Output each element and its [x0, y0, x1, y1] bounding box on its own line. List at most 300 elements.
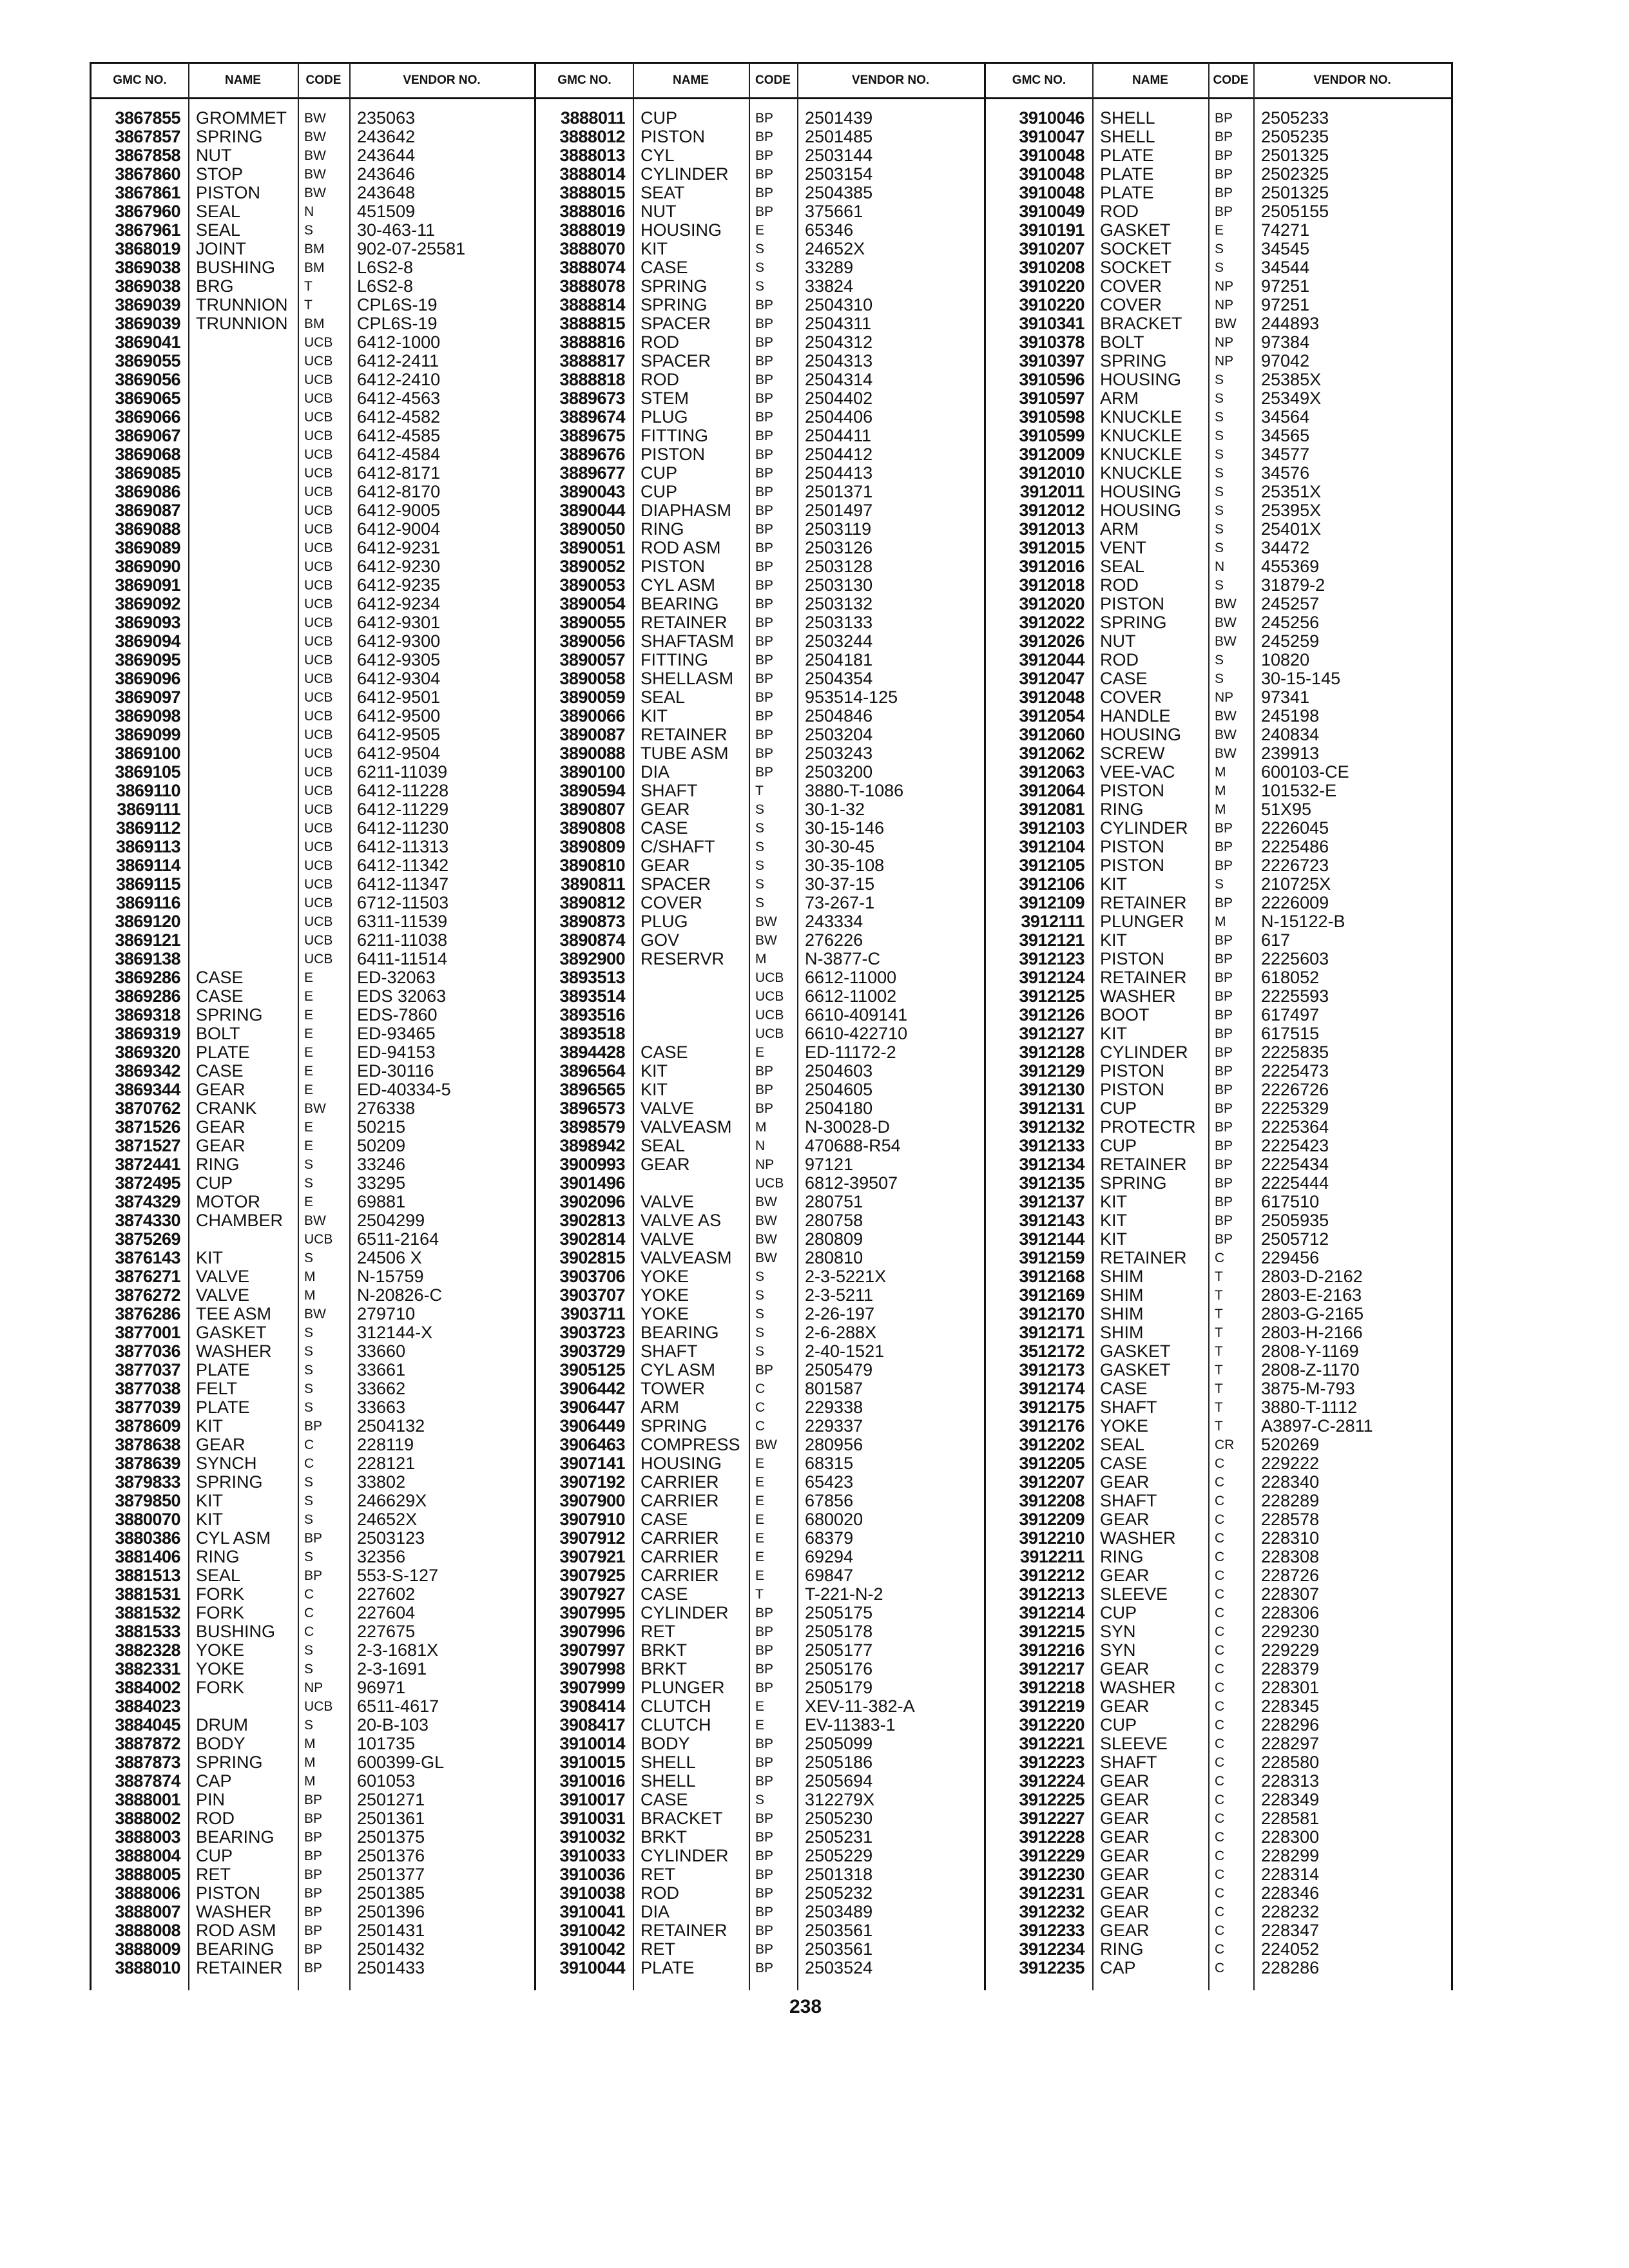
vendor-code: E	[304, 1007, 314, 1023]
vendor-number: 228297	[1261, 1734, 1320, 1753]
vendor-number: A3897-C-2811	[1261, 1416, 1373, 1436]
vendor-code: BW	[1215, 615, 1237, 630]
gmc-number: 3910016	[559, 1771, 625, 1791]
vendor-code: BP	[1215, 839, 1233, 854]
vendor-code: UCB	[304, 484, 333, 499]
vendor-code: E	[755, 1530, 765, 1546]
gmc-number: 3890811	[560, 874, 625, 894]
part-name: ARM	[1100, 389, 1139, 408]
vendor-code: C	[1215, 1811, 1225, 1826]
part-name: GEAR	[1100, 1659, 1150, 1678]
vendor-number: 97341	[1261, 687, 1310, 707]
vendor-code: BP	[755, 129, 774, 144]
part-name: SYNCH	[196, 1454, 257, 1473]
part-name: VALVE	[196, 1267, 250, 1286]
vendor-number: 2808-Y-1169	[1261, 1341, 1359, 1361]
vendor-code: S	[304, 1175, 314, 1191]
vendor-number: 2501396	[357, 1902, 425, 1921]
table-row	[986, 258, 1451, 277]
table-row	[92, 483, 534, 501]
table-row	[536, 1529, 984, 1548]
gmc-number: 3906447	[559, 1398, 625, 1417]
vendor-code: S	[755, 1343, 765, 1359]
part-name: SHAFT	[1100, 1398, 1157, 1417]
vendor-code: UCB	[755, 1026, 784, 1041]
table-row	[986, 1417, 1451, 1436]
gmc-number: 3912048	[1019, 687, 1084, 707]
gmc-number: 3890594	[559, 781, 625, 800]
vendor-number: 276338	[357, 1099, 416, 1118]
vendor-code: T	[304, 297, 313, 312]
vendor-number: 2225473	[1261, 1061, 1329, 1081]
gmc-number: 3890807	[559, 800, 625, 819]
vendor-code: UCB	[755, 988, 784, 1004]
part-name: NUT	[1100, 631, 1136, 651]
vendor-number: 245198	[1261, 706, 1320, 726]
vendor-number: 2501371	[805, 482, 873, 501]
vendor-number: 2504299	[357, 1211, 425, 1230]
table-row	[986, 1884, 1451, 1903]
vendor-code: E	[304, 1082, 314, 1097]
vendor-number: 2225603	[1261, 949, 1329, 968]
gmc-number: 3912130	[1019, 1080, 1084, 1099]
table-row	[536, 1903, 984, 1921]
vendor-number: 246629X	[357, 1491, 427, 1510]
gmc-number: 3912131	[1019, 1099, 1084, 1118]
vendor-code: BP	[755, 1867, 774, 1882]
vendor-code: E	[304, 1194, 314, 1209]
vendor-code: E	[755, 1493, 765, 1508]
gmc-number: 3912103	[1019, 818, 1084, 838]
vendor-code: BP	[1215, 1157, 1233, 1172]
part-name: CUP	[196, 1173, 233, 1193]
part-name: GEAR	[1100, 1921, 1150, 1940]
table-row	[986, 277, 1451, 296]
vendor-code: C	[1215, 1736, 1225, 1751]
vendor-code: BP	[755, 689, 774, 705]
vendor-number: 34565	[1261, 426, 1310, 445]
part-name: PLATE	[641, 1958, 695, 1977]
gmc-number: 3879850	[115, 1491, 180, 1510]
part-name: GASKET	[1100, 1341, 1171, 1361]
table-row	[92, 389, 534, 408]
gmc-number: 3910220	[1019, 295, 1084, 314]
gmc-number: 3910048	[1019, 164, 1084, 184]
part-name: BRKT	[641, 1659, 688, 1678]
vendor-number: 6610-422710	[805, 1024, 908, 1043]
vendor-code: BW	[304, 1306, 326, 1321]
vendor-number: 2504314	[805, 370, 873, 389]
vendor-code: UCB	[304, 1231, 333, 1247]
vendor-code: E	[755, 1474, 765, 1490]
part-name: SOCKET	[1100, 258, 1172, 277]
vendor-number: ED-93465	[357, 1024, 436, 1043]
vendor-number: 2505229	[805, 1846, 873, 1865]
part-name: FELT	[196, 1379, 238, 1398]
table-row	[536, 1604, 984, 1622]
vendor-code: M	[1215, 914, 1226, 929]
vendor-number: 280809	[805, 1229, 863, 1249]
table-row	[536, 1174, 984, 1193]
vendor-number: ED-40334-5	[357, 1080, 451, 1099]
vendor-number: N-15122-B	[1261, 912, 1345, 931]
gmc-number: 3869116	[115, 893, 180, 912]
vendor-code: NP	[1215, 689, 1234, 705]
gmc-number: 3906442	[559, 1379, 625, 1398]
gmc-number: 3912137	[1019, 1192, 1084, 1211]
gmc-number: 3907997	[559, 1640, 625, 1660]
part-name: SPRING	[196, 1472, 263, 1492]
table-row	[986, 1006, 1451, 1024]
vendor-code: UCB	[304, 521, 333, 537]
vendor-code: CR	[1215, 1437, 1235, 1452]
vendor-number: 6412-9234	[357, 594, 441, 613]
vendor-code: BW	[755, 914, 777, 929]
vendor-number: 6812-39507	[805, 1173, 898, 1193]
table-row	[92, 1174, 534, 1193]
vendor-number: 229456	[1261, 1248, 1320, 1267]
vendor-number: 2501325	[1261, 146, 1329, 165]
table-row	[986, 838, 1451, 856]
gmc-number: 3869065	[115, 389, 180, 408]
table-row	[986, 1716, 1451, 1735]
vendor-number: 69847	[805, 1566, 854, 1585]
vendor-number: 2505099	[805, 1734, 873, 1753]
header-code: CODE	[305, 73, 342, 87]
part-name: CYL ASM	[641, 1360, 716, 1379]
vendor-code: S	[1215, 652, 1224, 668]
table-row	[536, 1641, 984, 1660]
table-row	[986, 1566, 1451, 1585]
table-row	[536, 838, 984, 856]
vendor-code: BP	[755, 353, 774, 369]
vendor-code: C	[304, 1437, 314, 1452]
vendor-code: BP	[1215, 988, 1233, 1004]
table-row	[92, 1099, 534, 1118]
table-row	[92, 744, 534, 763]
vendor-number: 2225434	[1261, 1155, 1329, 1174]
header-vendor-no: VENDOR NO.	[403, 73, 481, 87]
part-name: PISTON	[1100, 1061, 1165, 1081]
table-row	[92, 1959, 534, 1977]
table-row	[92, 894, 534, 912]
part-name: SHELL	[641, 1753, 696, 1772]
table-row	[536, 1697, 984, 1716]
vendor-number: 33246	[357, 1155, 406, 1174]
vendor-code: E	[755, 1456, 765, 1471]
gmc-number: 3912125	[1019, 986, 1084, 1006]
part-name: STEM	[641, 389, 689, 408]
vendor-number: 2-3-5221X	[805, 1267, 887, 1286]
vendor-number: 2501325	[1261, 183, 1329, 202]
table-row	[536, 1510, 984, 1529]
vendor-number: 2501439	[805, 108, 873, 128]
vendor-number: 2505233	[1261, 108, 1329, 128]
vendor-number: 2505479	[805, 1360, 873, 1379]
table-row	[986, 595, 1451, 613]
gmc-number: 3912208	[1019, 1491, 1084, 1510]
table-row	[986, 1847, 1451, 1865]
gmc-number: 3888012	[559, 127, 625, 146]
part-name: VENT	[1100, 538, 1147, 557]
gmc-number: 3912218	[1019, 1678, 1084, 1697]
gmc-number: 3890066	[559, 706, 625, 726]
table-row	[536, 1791, 984, 1809]
part-name: RET	[196, 1865, 231, 1884]
part-name: FORK	[196, 1584, 245, 1604]
gmc-number: 3887872	[115, 1734, 180, 1753]
vendor-code: BW	[1215, 727, 1237, 742]
part-name: C/SHAFT	[641, 837, 715, 856]
vendor-code: BP	[755, 764, 774, 780]
vendor-number: ED-30116	[357, 1061, 434, 1081]
vendor-number: 618052	[1261, 968, 1320, 987]
table-row	[92, 1753, 534, 1772]
gmc-number: 3910378	[1019, 332, 1084, 352]
vendor-number: 97121	[805, 1155, 854, 1174]
gmc-number: 3912219	[1019, 1696, 1084, 1716]
vendor-number: 33661	[357, 1360, 406, 1379]
table-row	[986, 651, 1451, 669]
catalog-rows	[92, 109, 534, 1977]
table-row	[536, 1660, 984, 1678]
vendor-code: C	[1215, 1493, 1225, 1508]
vendor-code: BP	[1215, 895, 1233, 910]
table-row	[92, 1024, 534, 1043]
part-name: RETAINER	[1100, 893, 1187, 912]
vendor-number: EDS-7860	[357, 1005, 438, 1024]
table-row	[92, 651, 534, 669]
vendor-code: BP	[755, 1100, 774, 1116]
table-row	[92, 1828, 534, 1847]
vendor-code: T	[1215, 1343, 1223, 1359]
part-name: SHELL	[1100, 127, 1155, 146]
table-row	[536, 912, 984, 931]
part-name: SHIM	[1100, 1285, 1144, 1305]
part-name: CUP	[196, 1846, 233, 1865]
gmc-number: 3912225	[1019, 1790, 1084, 1809]
vendor-code: S	[304, 1381, 314, 1396]
table-row	[92, 838, 534, 856]
vendor-code: S	[755, 1325, 765, 1340]
table-row	[986, 1398, 1451, 1417]
vendor-number: 235063	[357, 108, 416, 128]
vendor-number: 2-26-197	[805, 1304, 875, 1323]
vendor-number: 2504603	[805, 1061, 873, 1081]
table-row	[986, 1267, 1451, 1286]
part-name: SEAL	[196, 220, 241, 240]
part-name: TRUNNION	[196, 314, 288, 333]
gmc-number: 3512172	[1019, 1341, 1084, 1361]
vendor-code: C	[1215, 1717, 1225, 1733]
gmc-number: 3912215	[1019, 1622, 1084, 1641]
gmc-number: 3880070	[115, 1510, 180, 1529]
vendor-number: 2226009	[1261, 893, 1329, 912]
gmc-number: 3912210	[1019, 1528, 1084, 1548]
part-name: GASKET	[1100, 1360, 1171, 1379]
gmc-number: 3876272	[115, 1285, 180, 1305]
part-name: ARM	[641, 1398, 679, 1417]
table-row	[986, 146, 1451, 165]
table-row	[92, 1305, 534, 1323]
gmc-number: 3906449	[559, 1416, 625, 1436]
part-name: PLUG	[641, 912, 688, 931]
vendor-number: N-30028-D	[805, 1117, 891, 1137]
part-name: RING	[641, 519, 684, 539]
table-row	[986, 202, 1451, 221]
gmc-number: 3888009	[115, 1939, 180, 1959]
vendor-number: 227675	[357, 1622, 416, 1641]
vendor-number: 2503243	[805, 744, 873, 763]
table-row	[986, 314, 1451, 333]
part-name: FORK	[196, 1603, 245, 1622]
vendor-code: M	[304, 1754, 316, 1770]
part-name: SPACER	[641, 314, 711, 333]
table-row	[986, 1492, 1451, 1510]
vendor-number: 228340	[1261, 1472, 1320, 1492]
vendor-code: C	[1215, 1642, 1225, 1658]
gmc-number: 3869055	[115, 351, 180, 370]
gmc-number: 3869320	[115, 1043, 180, 1062]
part-name: GEAR	[1100, 1902, 1150, 1921]
vendor-code: BP	[304, 1568, 323, 1583]
vendor-number: 2503204	[805, 725, 873, 744]
column-header	[986, 62, 1451, 99]
vendor-number: 2226045	[1261, 818, 1329, 838]
gmc-number: 3888817	[559, 351, 625, 370]
vendor-number: 6412-11313	[357, 837, 449, 856]
gmc-number: 3912175	[1019, 1398, 1084, 1417]
part-name: SPRING	[641, 276, 708, 296]
part-name: CYL ASM	[196, 1528, 271, 1548]
gmc-number: 3912233	[1019, 1921, 1084, 1940]
vendor-number: 6511-2164	[357, 1229, 439, 1249]
part-name: GEAR	[1100, 1771, 1150, 1791]
table-row	[92, 613, 534, 632]
gmc-number: 3912144	[1019, 1229, 1084, 1249]
gmc-number: 3890100	[559, 762, 625, 782]
gmc-number: 3869098	[115, 706, 180, 726]
vendor-code: S	[1215, 390, 1224, 406]
part-name: KIT	[1100, 1211, 1128, 1230]
part-name: DIA	[641, 762, 670, 782]
gmc-number: 3912217	[1019, 1659, 1084, 1678]
gmc-number: 3867861	[115, 183, 180, 202]
part-name: NUT	[641, 202, 677, 221]
vendor-number: 229229	[1261, 1640, 1320, 1660]
vendor-number: 375661	[805, 202, 863, 221]
vendor-code: BP	[304, 1811, 323, 1826]
vendor-number: 6412-11228	[357, 781, 449, 800]
table-row	[92, 726, 534, 744]
vendor-code: BP	[1215, 1231, 1233, 1247]
gmc-number: 3869110	[115, 781, 180, 800]
gmc-number: 3888815	[559, 314, 625, 333]
vendor-code: UCB	[304, 409, 333, 425]
table-row	[536, 707, 984, 726]
gmc-number: 3912018	[1019, 575, 1084, 595]
table-row	[92, 1118, 534, 1137]
part-name: CUP	[1100, 1603, 1137, 1622]
part-name: PISTON	[196, 1883, 261, 1903]
part-name: COVER	[1100, 276, 1162, 296]
table-row	[92, 632, 534, 651]
gmc-number: 3892900	[559, 949, 625, 968]
vendor-number: 2505694	[805, 1771, 873, 1791]
vendor-code: BP	[1215, 166, 1233, 182]
vendor-code: BP	[1215, 1007, 1233, 1023]
vendor-code: UCB	[304, 1698, 333, 1714]
part-name: PIN	[196, 1790, 226, 1809]
gmc-number: 3912010	[1019, 463, 1084, 483]
table-row	[536, 1585, 984, 1604]
part-name: KIT	[641, 1061, 668, 1081]
vendor-number: 2504313	[805, 351, 873, 370]
part-name: SEAL	[196, 202, 241, 221]
gmc-number: 3912207	[1019, 1472, 1084, 1492]
gmc-number: 3869344	[115, 1080, 180, 1099]
vendor-number: 33295	[357, 1173, 406, 1193]
table-row	[92, 352, 534, 370]
vendor-number: 33289	[805, 258, 854, 277]
vendor-number: 280956	[805, 1435, 863, 1454]
vendor-number: 228581	[1261, 1809, 1320, 1828]
vendor-number: 6412-9504	[357, 744, 441, 763]
gmc-number: 3869089	[115, 538, 180, 557]
vendor-code: S	[304, 1362, 314, 1378]
vendor-code: BW	[755, 1250, 777, 1265]
vendor-number: 228314	[1261, 1865, 1320, 1884]
part-name: SEAL	[641, 1136, 686, 1155]
gmc-number: 3912228	[1019, 1827, 1084, 1847]
gmc-number: 3912221	[1019, 1734, 1084, 1753]
vendor-code: M	[1215, 783, 1226, 798]
vendor-number: 6412-4582	[357, 407, 441, 427]
part-name: PLUNGER	[641, 1678, 725, 1697]
vendor-number: 680020	[805, 1510, 863, 1529]
vendor-code: S	[755, 895, 765, 910]
gmc-number: 3889675	[559, 426, 625, 445]
gmc-number: 3881533	[115, 1622, 180, 1641]
catalog-column-3	[986, 62, 1453, 1990]
vendor-number: 6412-9005	[357, 501, 441, 520]
table-row	[92, 1660, 534, 1678]
gmc-number: 3912124	[1019, 968, 1084, 987]
part-name: CASE	[641, 1043, 688, 1062]
vendor-code: UCB	[304, 334, 333, 350]
gmc-number: 3910397	[1019, 351, 1084, 370]
vendor-number: 2504312	[805, 332, 873, 352]
gmc-number: 3893516	[559, 1005, 625, 1024]
gmc-number: 3910033	[559, 1846, 625, 1865]
table-row	[92, 128, 534, 146]
vendor-number: 600399-GL	[357, 1753, 445, 1772]
table-row	[92, 782, 534, 800]
table-row	[986, 912, 1451, 931]
part-name: CUP	[1100, 1715, 1137, 1735]
gmc-number: 3903711	[560, 1304, 625, 1323]
vendor-number: 2502325	[1261, 164, 1329, 184]
table-row	[536, 1548, 984, 1566]
vendor-code: BW	[755, 932, 777, 948]
gmc-number: 3910042	[559, 1939, 625, 1959]
vendor-number: 451509	[357, 202, 416, 221]
vendor-number: 2803-G-2165	[1261, 1304, 1364, 1323]
table-row	[986, 782, 1451, 800]
vendor-code: BP	[1215, 1138, 1233, 1153]
part-name: GEAR	[1100, 1883, 1150, 1903]
vendor-number: 6311-11539	[357, 912, 448, 931]
